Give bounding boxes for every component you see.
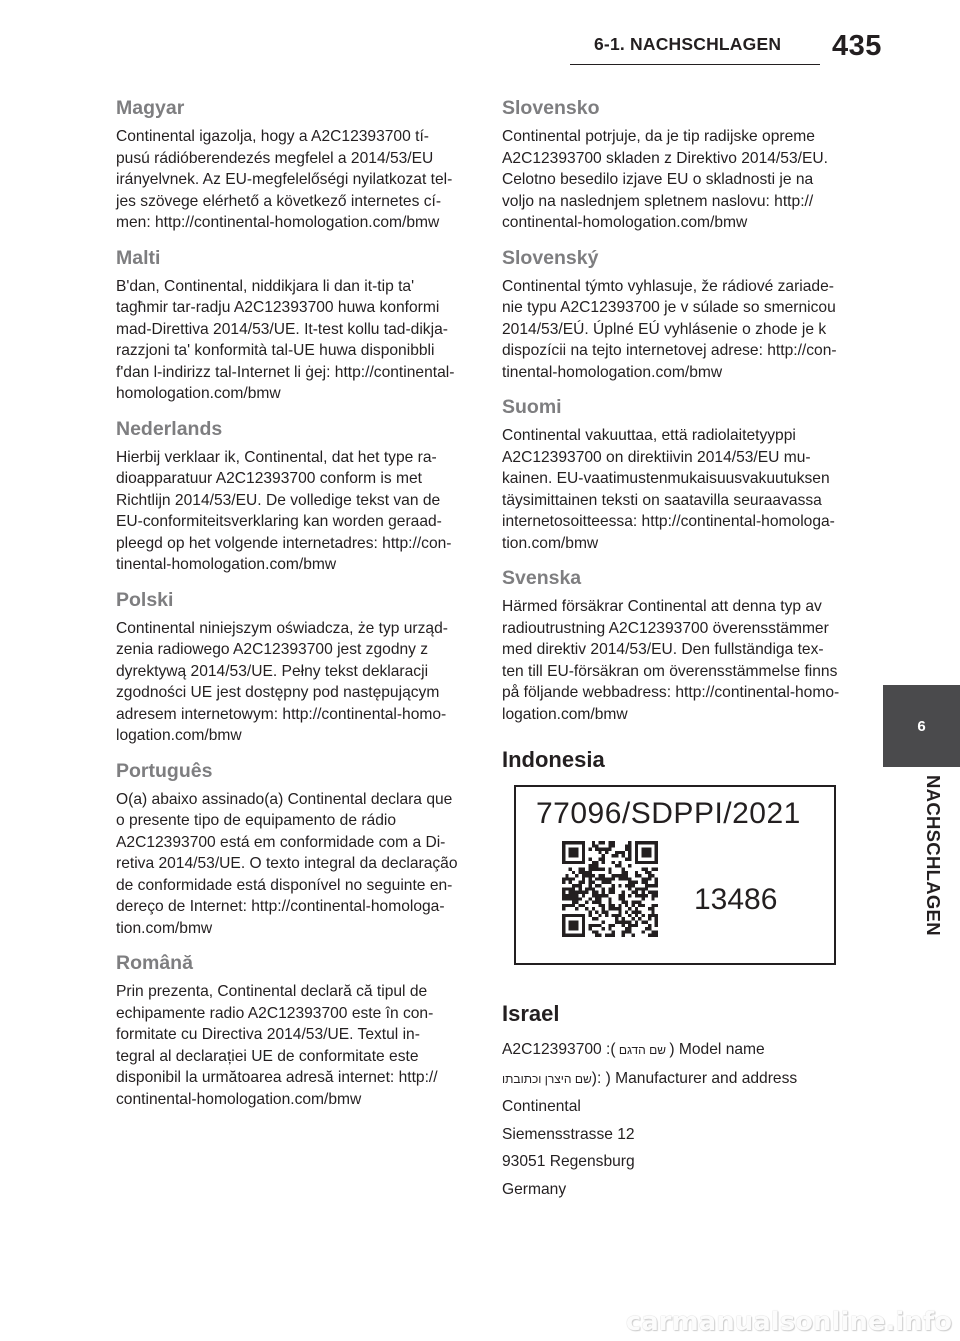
israel-heading: Israel	[502, 1001, 560, 1026]
section-body: Continental niniejszym oświadcza, że typ urząd- zenia radiowego A2C12393700 jest zgodny z dyrektywą 2014/53/UE. Pełny tekst deklaracji zgodności UE jest dostępny pod następującym adresem internetowym: http://continental-homo- logation.com/bmw	[116, 619, 448, 744]
section-polski	[116, 588, 466, 747]
section-heading: Slovensko	[502, 97, 600, 119]
section-body: Hierbij verklaar ik, Continental, dat het type ra- dioapparatuur A2C12393700 conform is met Richtlijn 2014/53/EU. De volledige tekst van de EU-conformiteitsverklaring kan worden geraad- pleegd op het volgende internetadres: http://con- tinental-homologation.com/bmw	[116, 448, 452, 573]
section-body: B'dan, Continental, niddikjara li dan it-tip ta' tagħmir tar-radju A2C12393700 huwa konformi mad-Direttiva 2014/53/UE. It-test kollu tad-dikja- razzjoni ta' konformità tal-UE huwa disponibbli f'dan l-indirizz tal-Internet li ġej: http://continental- homologation.com/bmw	[116, 277, 455, 402]
section-magyar	[116, 96, 466, 234]
model-line-suffix: ) Model name	[669, 1041, 765, 1058]
section-romana	[116, 951, 466, 1110]
section-heading: Română	[116, 952, 193, 974]
section-slovensko	[502, 96, 852, 234]
qr-code-icon	[562, 841, 658, 937]
section-suomi	[502, 395, 852, 554]
section-nederlands	[116, 417, 466, 576]
section-heading: Português	[116, 759, 213, 782]
manufacturer-line-hebrew: שם היצרן וכתובתו	[502, 1071, 592, 1086]
chapter-tab[interactable]	[883, 685, 960, 767]
section-title: 6-1. NACHSCHLAGEN	[594, 34, 782, 54]
model-line-prefix: A2C12393700 :(	[502, 1041, 616, 1058]
address-line: 93051 Regensburg	[502, 1153, 635, 1170]
section-heading: Malti	[116, 246, 161, 269]
header-rule	[570, 64, 820, 65]
section-body: O(a) abaixo assinado(a) Continental declara que o presente tipo de equipamento de rádio A2C12393700 está em conformidade com a Di- retiva 2014/53/UE. O texto integral da declaração de conformidade está disponível no seguinte en- dereço de Internet: http://continental-homologa- tion.com/bmw	[116, 790, 458, 937]
manufacturer-line-suffix: ): ) Manufacturer and address	[591, 1069, 798, 1087]
page-number: 435	[832, 30, 882, 62]
section-body: Continental igazolja, hogy a A2C12393700 tí- pusú rádióberendezés megfelel a 2014/53/EU irányelvnek. Az EU-megfelelőségi nyilatkozat tel- jes szövege elérhető a következő internetes cí- men: http://continental-homologation.com/bmw	[116, 128, 453, 231]
section-slovensky	[502, 246, 852, 384]
israel-manufacturer	[502, 1068, 852, 1091]
indonesia-heading: Indonesia	[502, 747, 605, 772]
chapter-label: NACHSCHLAGEN	[923, 775, 944, 936]
section-body: Härmed försäkrar Continental att denna typ av radioutrustning A2C12393700 överensstämmer med direktiv 2014/53/EU. Den fullständiga tex- ten till EU-försäkran om överensstämmelse finns på följande webbadress: http://continental-homo- logation.com/bmw	[502, 598, 840, 723]
section-portugues	[116, 759, 466, 940]
section-heading: Magyar	[116, 97, 185, 119]
israel-model-name	[502, 1039, 852, 1062]
indonesia-certification-label	[514, 785, 836, 965]
left-column	[116, 96, 466, 1122]
right-column	[502, 96, 852, 1206]
section-heading: Svenska	[502, 567, 582, 589]
model-line-hebrew: שם הדגם	[615, 1043, 670, 1057]
section-heading: Nederlands	[116, 417, 223, 440]
address-line: Continental	[502, 1098, 581, 1115]
certificate-number: 13486	[694, 883, 778, 916]
address-line: Siemensstrasse 12	[502, 1125, 635, 1143]
section-heading: Polski	[116, 588, 174, 611]
address-line: Germany	[502, 1180, 567, 1198]
section-malti	[116, 246, 466, 405]
section-body: Prin prezenta, Continental declară că tipul de echipamente radio A2C12393700 este în con- formitate cu Directiva 2014/53/UE. Textul in- tegral al declarației UE de conformitate este disponibil la următoarea adresă internet: http:// continental-homologation.com/bmw	[116, 983, 438, 1108]
section-body: Continental potrjuje, da je tip radijske opreme A2C12393700 skladen z Direktivo 2014/53/EU. Celotno besedilo izjave EU o skladnosti je na voljo na naslednjem spletnem naslovu: http:// continental-homologation.com/bmw	[502, 128, 828, 231]
section-svenska	[502, 566, 852, 725]
section-heading: Suomi	[502, 396, 562, 418]
certificate-code: 77096/SDPPI/2021	[536, 797, 801, 830]
chapter-tab-number: 6	[917, 717, 926, 735]
section-body: Continental vakuuttaa, että radiolaitetyyppi A2C12393700 on direktiivin 2014/53/EU mu- kainen. EU-vaatimustenmukaisuusvakuutuksen täysimittainen teksti on saatavilla seuraavassa internetosoitteessa: http://continental-homologa- tion.com/bmw	[502, 427, 835, 552]
section-body: Continental týmto vyhlasuje, že rádiové zariade- nie typu A2C12393700 je v súlade so smernicou 2014/53/EÚ. Úplné EÚ vyhlásenie o zhode je k dispozícii na tejto internetovej adrese: http://con- tinental-homologation.com/bmw	[502, 277, 837, 381]
watermark: carmanualsonline.info	[625, 1307, 952, 1337]
section-heading: Slovenský	[502, 246, 599, 269]
